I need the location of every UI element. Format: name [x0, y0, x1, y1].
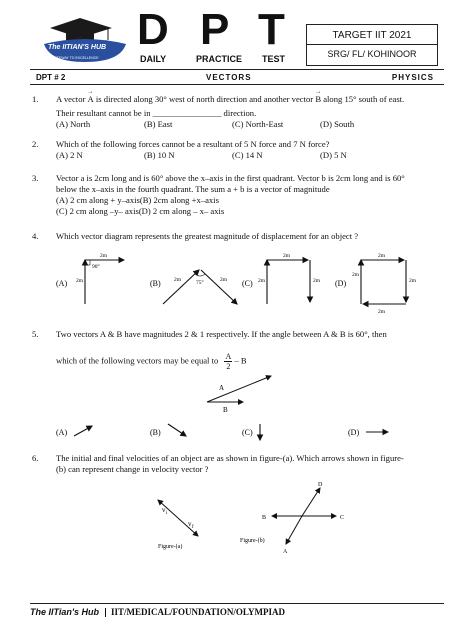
q1-text: is directed along 30° west of north direction and another vector [95, 94, 314, 104]
q1-text: along 15° south of east. [323, 94, 405, 104]
length-label: 2m [220, 277, 228, 283]
diagram-d-label: (D) [335, 279, 347, 288]
footer-separator [105, 608, 106, 617]
dpt-letter-d: D [137, 5, 169, 54]
header [0, 0, 474, 72]
q5-figure [195, 370, 285, 418]
q6-line1: The initial and final velocities of an object are as shown in figure-(a). Which arrows shown in figure- [56, 453, 404, 463]
length-label: 2m [174, 277, 182, 283]
q5-text: Two vectors [56, 329, 99, 339]
vector-b: → B [315, 94, 321, 105]
fig-vector-b: B [223, 406, 228, 414]
length-label: 2m [378, 309, 386, 315]
option-c[interactable]: (C) [242, 428, 253, 437]
initial-velocity: v [162, 506, 166, 514]
diagram-b-label: (B) [150, 279, 161, 288]
batch-label: SRG/ FL/ KOHINOOR [327, 49, 417, 59]
figure-a-caption: Figure-(a) [158, 544, 183, 550]
q2-options [56, 150, 451, 161]
q1-options [56, 119, 451, 130]
question-number: 1. [32, 94, 39, 104]
option-a[interactable]: (A) [56, 428, 68, 437]
q5-line2: which of the following vectors may be equal to [56, 355, 219, 366]
point-c: C [340, 515, 345, 521]
point-a: A [283, 549, 288, 555]
vectors-ab: A & B [323, 329, 346, 339]
dpt-letter-t: T [258, 5, 285, 54]
footer-brand: The IITian's Hub [30, 607, 99, 617]
dpt-letter-p: P [200, 5, 230, 54]
length-label: 2m [378, 253, 386, 259]
angle-label: 90° [92, 264, 100, 270]
q6-line2: (b) can represent change in velocity vector ? [56, 464, 209, 474]
question-number: 6. [32, 453, 39, 463]
q4-diagrams [50, 248, 430, 318]
final-velocity-sub: f [192, 525, 194, 530]
q3-options-ab[interactable]: (A) 2 cm along + y–axis(B) 2cm along +x–axis [56, 195, 219, 205]
q5-text: is 60°, then [347, 329, 387, 339]
point-d: D [318, 482, 323, 488]
topic-title: VECTORS [206, 73, 252, 82]
length-label: 2m [409, 278, 417, 284]
option-c[interactable]: (C) North-East [232, 119, 284, 129]
option-b[interactable]: (B) 10 N [144, 150, 175, 160]
length-label: 2m [258, 278, 266, 284]
length-label: 2m [352, 272, 360, 278]
point-b: B [262, 515, 267, 521]
q3-line1: Vector a is 2cm long and is 60° above the x–axis in the first quadrant. Vector b is 2cm long and is 60° [56, 173, 405, 183]
footer [30, 603, 444, 617]
q1-text: A vector [56, 94, 86, 104]
fig-vector-a: A [219, 384, 225, 392]
vector-a: → A [88, 94, 94, 105]
option-a[interactable]: (A) 2 N [56, 150, 83, 160]
logo-name: The IITIAN'S HUB [48, 44, 107, 51]
figure-b-caption: Figure-(b) [240, 538, 265, 544]
angle-label: 75° [196, 280, 204, 286]
option-b[interactable]: (B) East [144, 119, 173, 129]
vectors-ab: A & B [99, 329, 123, 339]
option-d[interactable]: (D) 5 N [320, 150, 347, 160]
dpt-word-practice: PRACTICE [196, 54, 243, 64]
question-number: 4. [32, 231, 39, 241]
option-d[interactable]: (D) South [320, 119, 355, 129]
dpt-number: DPT # 2 [36, 73, 66, 82]
length-label: 2m [76, 278, 84, 284]
option-d[interactable]: (D) [348, 428, 360, 437]
question-number: 3. [32, 173, 39, 183]
final-velocity: v [188, 520, 192, 528]
q4-text: Which vector diagram represents the greatest magnitude of displacement for an object ? [56, 231, 359, 241]
option-a[interactable]: (A) North [56, 119, 91, 129]
q5-text: have magnitudes 2 & 1 respectively. If the angle between [124, 329, 322, 339]
footer-tagline: IIT/MEDICAL/FOUNDATION/OLYMPIAD [111, 607, 286, 617]
target-box [306, 24, 438, 66]
q2-text: Which of the following forces cannot be a resultant of 5 N force and 7 N force? [56, 139, 330, 149]
fraction-numerator: A [225, 352, 232, 361]
logo-tagline: GATEWAY TO EXCELLENCE [52, 56, 99, 60]
subheader-bar [30, 69, 444, 85]
question-number: 5. [32, 329, 39, 339]
fraction-denominator: 2 [226, 362, 231, 371]
subject-title: PHYSICS [391, 73, 434, 82]
length-label: 2m [100, 253, 108, 259]
question-number: 2. [32, 139, 39, 149]
minus-b: – B [234, 355, 247, 366]
q3-line2: below the x–axis in the fourth quadrant. The sum a + b is a vector of magnitude [56, 184, 330, 194]
dpt-word-daily: DAILY [140, 54, 167, 64]
dpt-word-test: TEST [262, 54, 286, 64]
option-c[interactable]: (C) 14 N [232, 150, 263, 160]
q5-options [50, 420, 430, 444]
diagram-c-label: (C) [242, 279, 253, 288]
initial-velocity-sub: i [166, 511, 168, 516]
q6-figures [140, 478, 370, 558]
diagram-a-label: (A) [56, 279, 68, 288]
length-label: 2m [283, 253, 291, 259]
target-label: TARGET IIT 2021 [332, 30, 412, 41]
option-b[interactable]: (B) [150, 428, 161, 437]
length-label: 2m [313, 278, 321, 284]
q1-line2: Their resultant cannot be in ________________ direction. [56, 108, 257, 118]
q3-options-cd[interactable]: (C) 2 cm along –y– axis(D) 2 cm along – x– axis [56, 206, 225, 216]
